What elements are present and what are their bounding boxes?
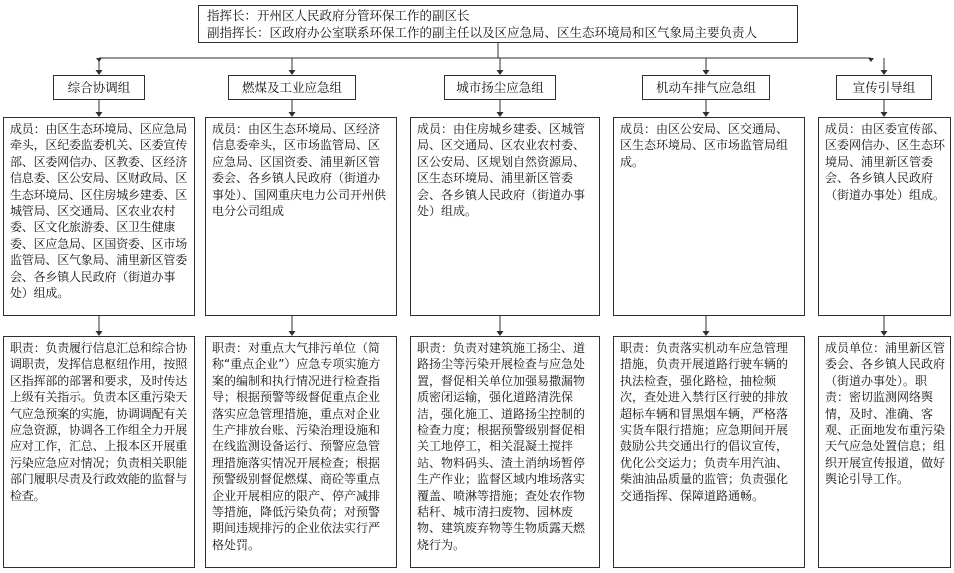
duties-box-coal-industry: 职责：对重点大气排污单位（简称“重点企业”）应急专项实施方案的编制和执行情况进行检查指导；根据预警等级督促重点企业落实应急管理措施，重点对企业生产排放台账、污染治理设施和在线监测设备运行、预警应急管理措施落实情况开展检查；根据预警级别督促燃煤、商砼等重点企业开展相应的限产、停产减排等措施，降低污染负荷；对预警期间违规排污的企业依法实行严格处罚。 [205, 336, 397, 568]
group-title-publicity: 宣传引导组 [836, 75, 932, 100]
duties-box-urban-dust: 职责：负责对建筑施工扬尘、道路扬尘等污染开展检查与应急处置，督促相关单位加强易撒漏物质密闭运输，强化道路清洗保洁，强化施工、道路扬尘控制的检查力度；根据预警级别督促相关工地停工，相关混凝土搅拌站、物料码头、渣土消纳场暂停生产作业；监督区域内堆场落实覆盖、喷淋等措施；查处农作物秸秆、城市清扫废物、园林废物、建筑废弃物等生物质露天燃烧行为。 [410, 336, 600, 568]
group-title-coal-industry: 燃煤及工业应急组 [228, 75, 356, 100]
command-box [198, 5, 798, 43]
group-title-vehicle-exhaust: 机动车排气应急组 [642, 75, 770, 100]
group-title-urban-dust: 城市扬尘应急组 [444, 75, 556, 100]
commander-text: 指挥长：开州区人民政府分管环保工作的副区长 [207, 8, 470, 23]
deputy-commander-text: 副指挥长：区政府办公室联系环保工作的副主任以及区应急局、区生态环境局和区气象局主要负责人 [207, 25, 758, 40]
members-box-publicity: 成员：由区委宣传部、区委网信办、区生态环境局、浦里新区管委会、各乡镇人民政府（街道办事处）组成。 [818, 117, 951, 316]
members-box-urban-dust: 成员：由住房城乡建委、区城管局、区交通局、区农业农村委、区公安局、区规划自然资源局、区生态环境局、浦里新区管委会、各乡镇人民政府（街道办事处）组成。 [410, 117, 600, 316]
members-box-coal-industry: 成员：由区生态环境局、区经济信息委牵头，区市场监管局、区应急局、区国资委、浦里新区管委会、各乡镇人民政府（街道办事处）、国网重庆电力公司开州供电分公司组成 [205, 117, 397, 316]
members-box-coordination: 成员：由区生态环境局、区应急局牵头，区纪委监委机关、区委宣传部、区委网信办、区教委、区经济信息委、区公安局、区财政局、区生态环境局、区住房城乡建委、区城管局、区交通局、区农业农村委、区文化旅游委、区卫生健康委、区应急局、区国资委、区市场监管局、区气象局、浦里新区管委会、各乡镇人民政府（街道办事处）组成。 [3, 117, 195, 316]
duties-box-publicity: 成员单位：浦里新区管委会、各乡镇人民政府（街道办事处）。职责：密切监测网络舆情，及时、准确、客观、正面地发布重污染天气应急处置信息；组织开展宣传报道，做好舆论引导工作。 [818, 336, 951, 568]
members-box-vehicle-exhaust: 成员：由区公安局、区交通局、区生态环境局、区市场监管局组成。 [613, 117, 805, 316]
duties-box-coordination: 职责：负责履行信息汇总和综合协调职责，发挥信息枢纽作用，按照区指挥部的部署和要求，及时传达上级有关指示。负责本区重污染天气应急预案的实施，协调调配有关应急资源，协调各工作组全力开展应对工作，汇总、上报本区开展重污染应急应对情况；负责相关职能部门履职尽责及行政效能的监督与检查。 [3, 336, 195, 568]
group-title-coordination: 综合协调组 [53, 75, 145, 100]
duties-box-vehicle-exhaust: 职责：负责落实机动车应急管理措施，负责开展道路行驶车辆的执法检查，强化路检，抽检频次，查处进入禁行区行驶的排放超标车辆和冒黑烟车辆，严格落实货车限行措施；应急期间开展鼓励公共交通出行的倡议宣传，优化公交运力；负责车用汽油、柴油油品质量的监管；负责强化交通指挥、保障道路通畅。 [613, 336, 805, 568]
